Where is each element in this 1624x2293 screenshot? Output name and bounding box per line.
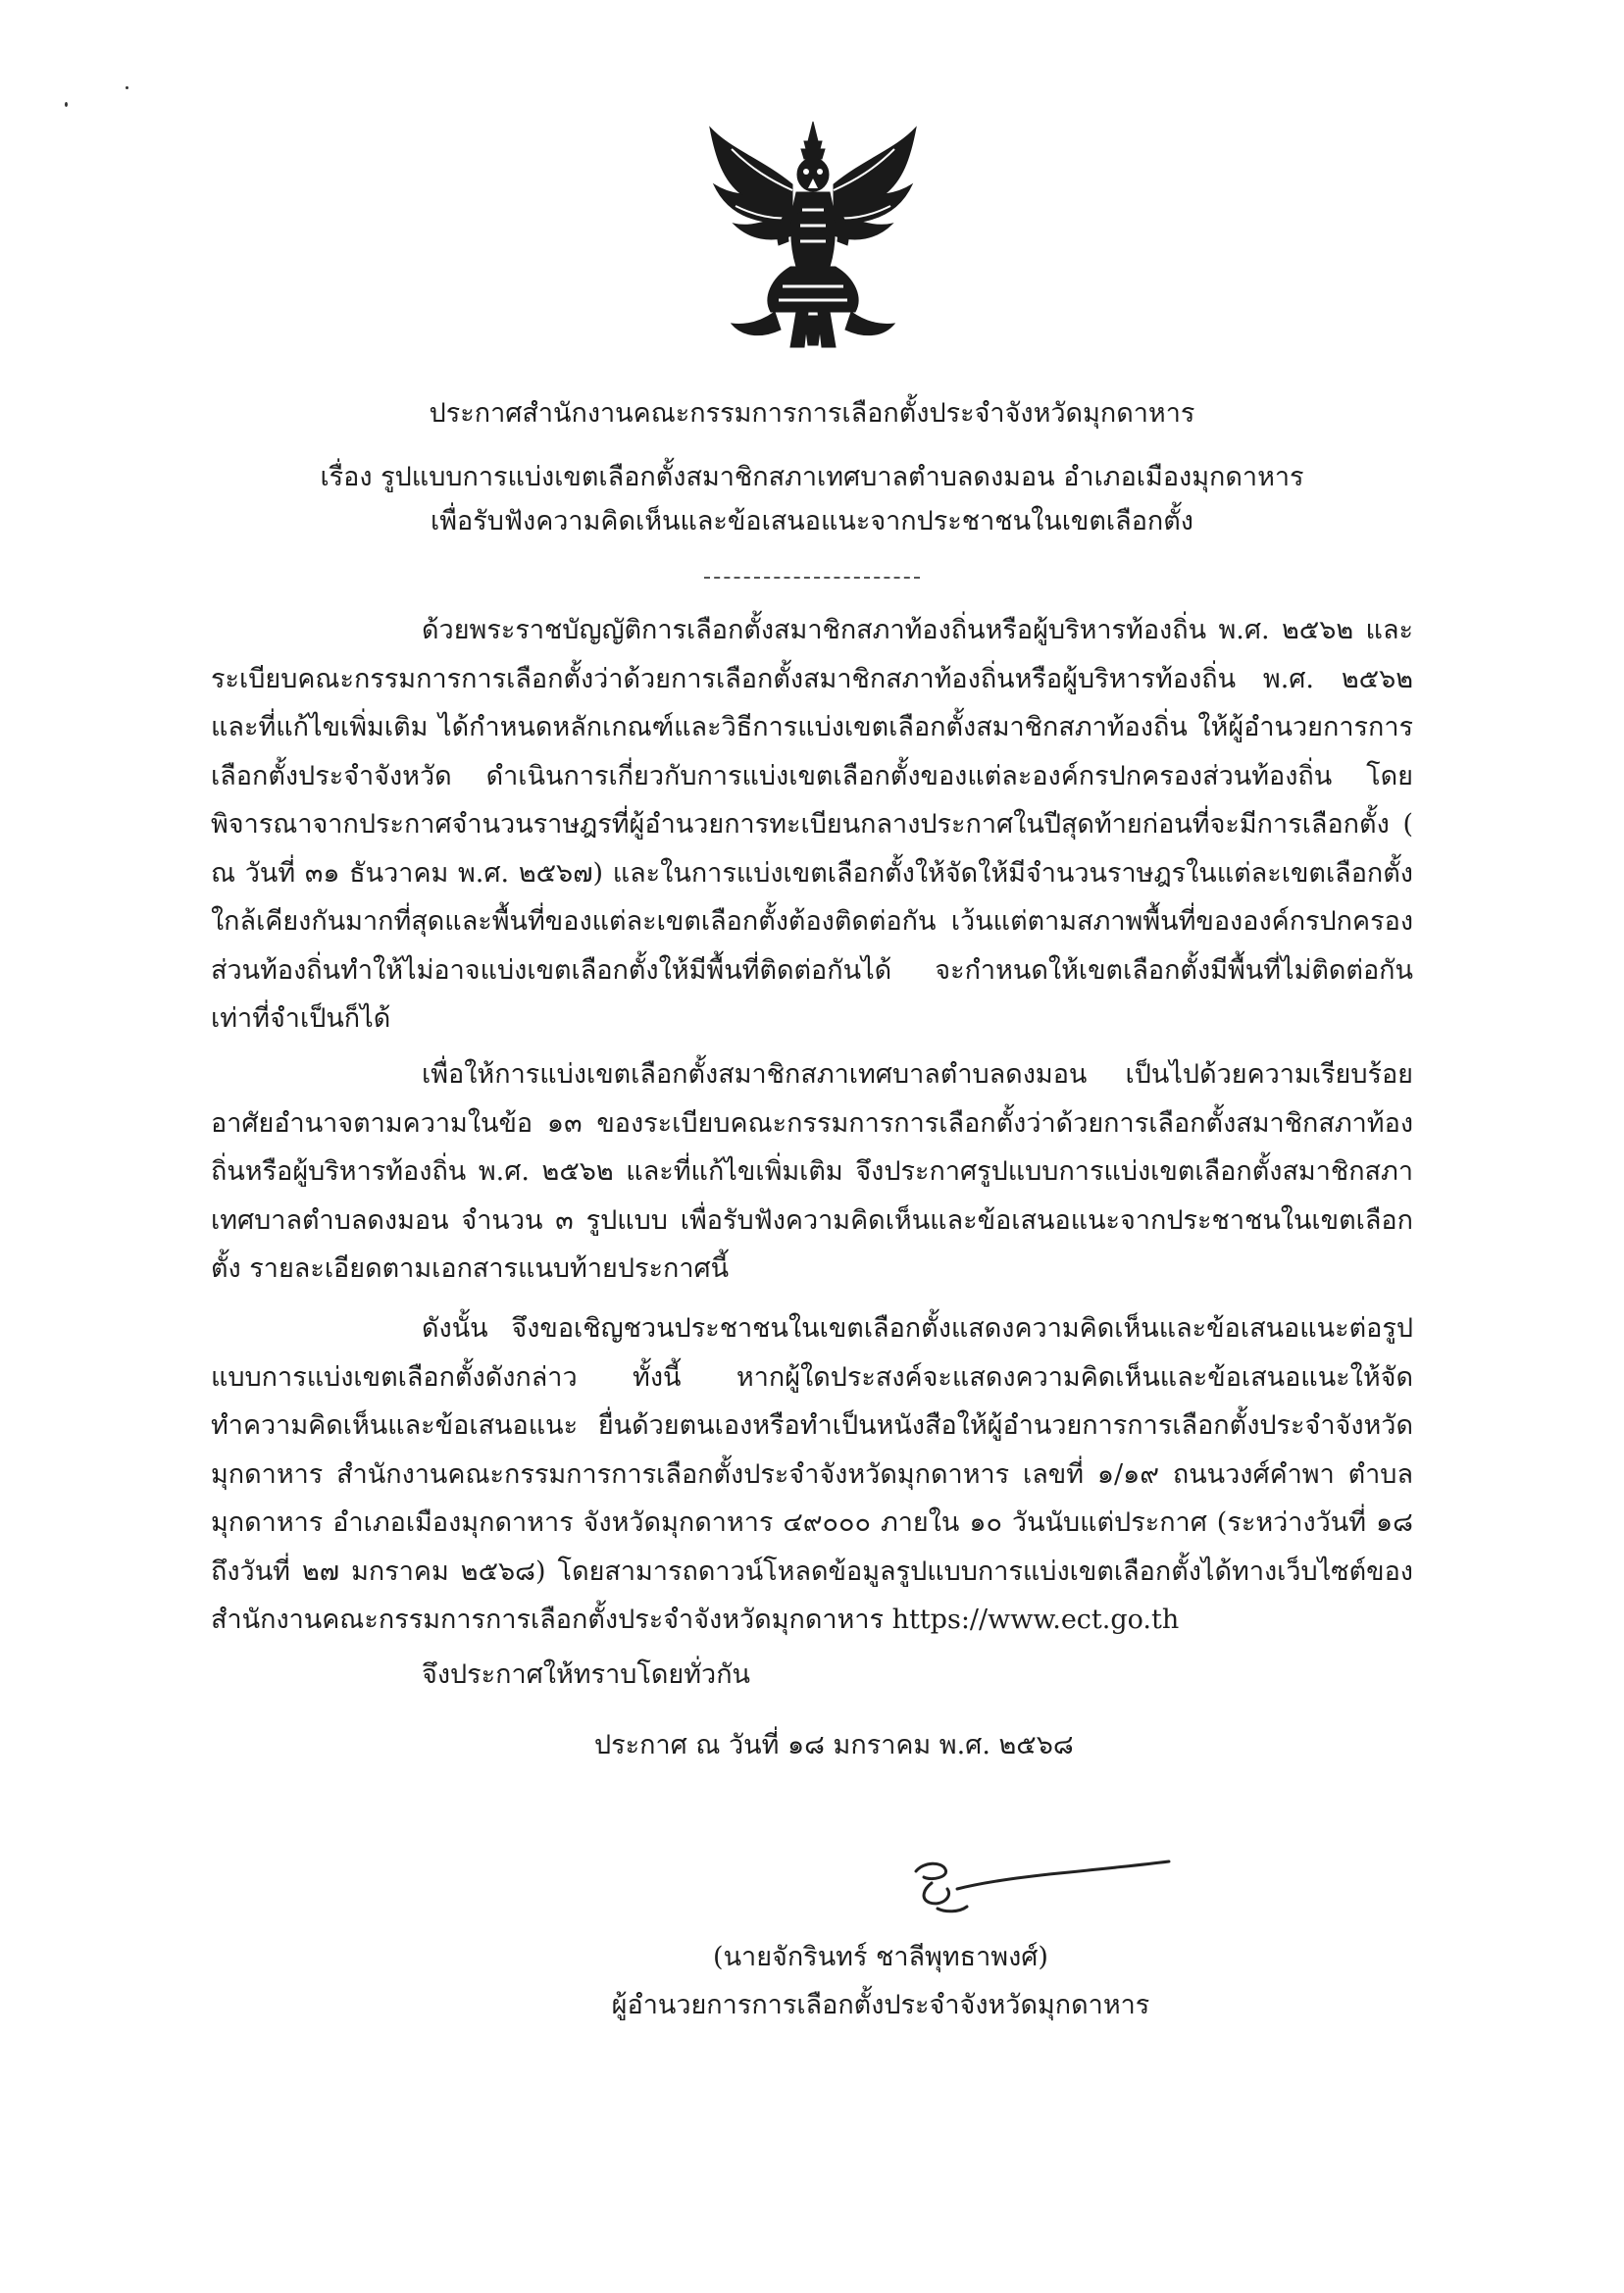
announcement-subject: เรื่อง รูปแบบการแบ่งเขตเลือกตั้งสมาชิกสภาเทศบาลตำบลดงมอน อำเภอเมืองมุกดาหาร bbox=[320, 462, 1304, 492]
scan-speck bbox=[126, 86, 128, 89]
announcement-subject-continued: เพื่อรับฟังความคิดเห็นและข้อเสนอแนะจากประชาชนในเขตเลือกตั้ง bbox=[431, 506, 1193, 536]
handwritten-signature bbox=[902, 1844, 1177, 1932]
heading-divider bbox=[704, 577, 920, 579]
signatory-position: ผู้อำนวยการการเลือกตั้งประจำจังหวัดมุกดาหาร bbox=[611, 1990, 1150, 2020]
body-paragraph-1: ด้วยพระราชบัญญัติการเลือกตั้งสมาชิกสภาท้องถิ่นหรือผู้บริหารท้องถิ่น พ.ศ. ๒๕๖๒ และระเบียบคณะกรรมการการเลือกตั้งว่าด้วยการเลือกตั้งสมาชิกสภาท้องถิ่นหรือผู้บริหารท้องถิ่น พ.ศ. ๒๕๖๒ และที่แก้ไขเพิ่มเติม ได้กำหนดหลักเกณฑ์และวิธีการแบ่งเขตเลือกตั้งสมาชิกสภาท้องถิ่น ให้ผู้อำนวยการการเลือกตั้งประจำจังหวัด ดำเนินการเกี่ยวกับการแบ่งเขตเลือกตั้งของแต่ละองค์กรปกครองส่วนท้องถิ่น โดยพิจารณาจากประกาศจำนวนราษฎรที่ผู้อำนวยการทะเบียนกลางประกาศในปีสุดท้ายก่อนที่จะมีการเลือกตั้ง ( ณ วันที่ ๓๑ ธันวาคม พ.ศ. ๒๕๖๗) และในการแบ่งเขตเลือกตั้งให้จัดให้มีจำนวนราษฎรในแต่ละเขตเลือกตั้งใกล้เคียงกันมากที่สุดและพื้นที่ของแต่ละเขตเลือกตั้งต้องติดต่อกัน เว้นแต่ตามสภาพพื้นที่ขององค์กรปกครองส่วนท้องถิ่นทำให้ไม่อาจแบ่งเขตเลือกตั้งให้มีพื้นที่ติดต่อกันได้ จะกำหนดให้เขตเลือกตั้งมีพื้นที่ไม่ติดต่อกันเท่าที่จำเป็นก็ได้ bbox=[211, 615, 1413, 1034]
closing-statement: จึงประกาศให้ทราบโดยทั่วกัน bbox=[422, 1659, 750, 1690]
garuda-emblem-icon bbox=[702, 120, 924, 351]
announcement-heading: ประกาศสำนักงานคณะกรรมการการเลือกตั้งประจำจังหวัดมุกดาหาร bbox=[429, 398, 1195, 429]
announcement-date: ประกาศ ณ วันที่ ๑๘ มกราคม พ.ศ. ๒๕๖๘ bbox=[594, 1730, 1074, 1760]
signatory-name: (นายจักรินทร์ ชาลีพุทธาพงศ์) bbox=[713, 1942, 1048, 1972]
body-paragraph-2: เพื่อให้การแบ่งเขตเลือกตั้งสมาชิกสภาเทศบาลตำบลดงมอน เป็นไปด้วยความเรียบร้อย อาศัยอำนาจตามความในข้อ ๑๓ ของระเบียบคณะกรรมการการเลือกตั้งว่าด้วยการเลือกตั้งสมาชิกสภาท้องถิ่นหรือผู้บริหารท้องถิ่น พ.ศ. ๒๕๖๒ และที่แก้ไขเพิ่มเติม จึงประกาศรูปแบบการแบ่งเขตเลือกตั้งสมาชิกสภาเทศบาลตำบลดงมอน จำนวน ๓ รูปแบบ เพื่อรับฟังความคิดเห็นและข้อเสนอแนะจากประชาชนในเขตเลือกตั้ง รายละเอียดตามเอกสารแนบท้ายประกาศนี้ bbox=[211, 1059, 1413, 1284]
body-paragraph-3: ดังนั้น จึงขอเชิญชวนประชาชนในเขตเลือกตั้งแสดงความคิดเห็นและข้อเสนอแนะต่อรูปแบบการแบ่งเขตเลือกตั้งดังกล่าว ทั้งนี้ หากผู้ใดประสงค์จะแสดงความคิดเห็นและข้อเสนอแนะให้จัดทำความคิดเห็นและข้อเสนอแนะ ยื่นด้วยตนเองหรือทำเป็นหนังสือให้ผู้อำนวยการการเลือกตั้งประจำจังหวัดมุกดาหาร สำนักงานคณะกรรมการการเลือกตั้งประจำจังหวัดมุกดาหาร เลขที่ ๑/๑๙ ถนนวงศ์คำพา ตำบลมุกดาหาร อำเภอเมืองมุกดาหาร จังหวัดมุกดาหาร ๔๙๐๐๐ ภายใน ๑๐ วันนับแต่ประกาศ (ระหว่างวันที่ ๑๘ ถึงวันที่ ๒๗ มกราคม ๒๕๖๘) โดยสามารถดาวน์โหลดข้อมูลรูปแบบการแบ่งเขตเลือกตั้งได้ทางเว็บไซต์ของสำนักงานคณะกรรมการการเลือกตั้งประจำจังหวัดมุกดาหาร https://www.ect.go.th bbox=[211, 1313, 1413, 1635]
scan-speck bbox=[65, 102, 68, 107]
